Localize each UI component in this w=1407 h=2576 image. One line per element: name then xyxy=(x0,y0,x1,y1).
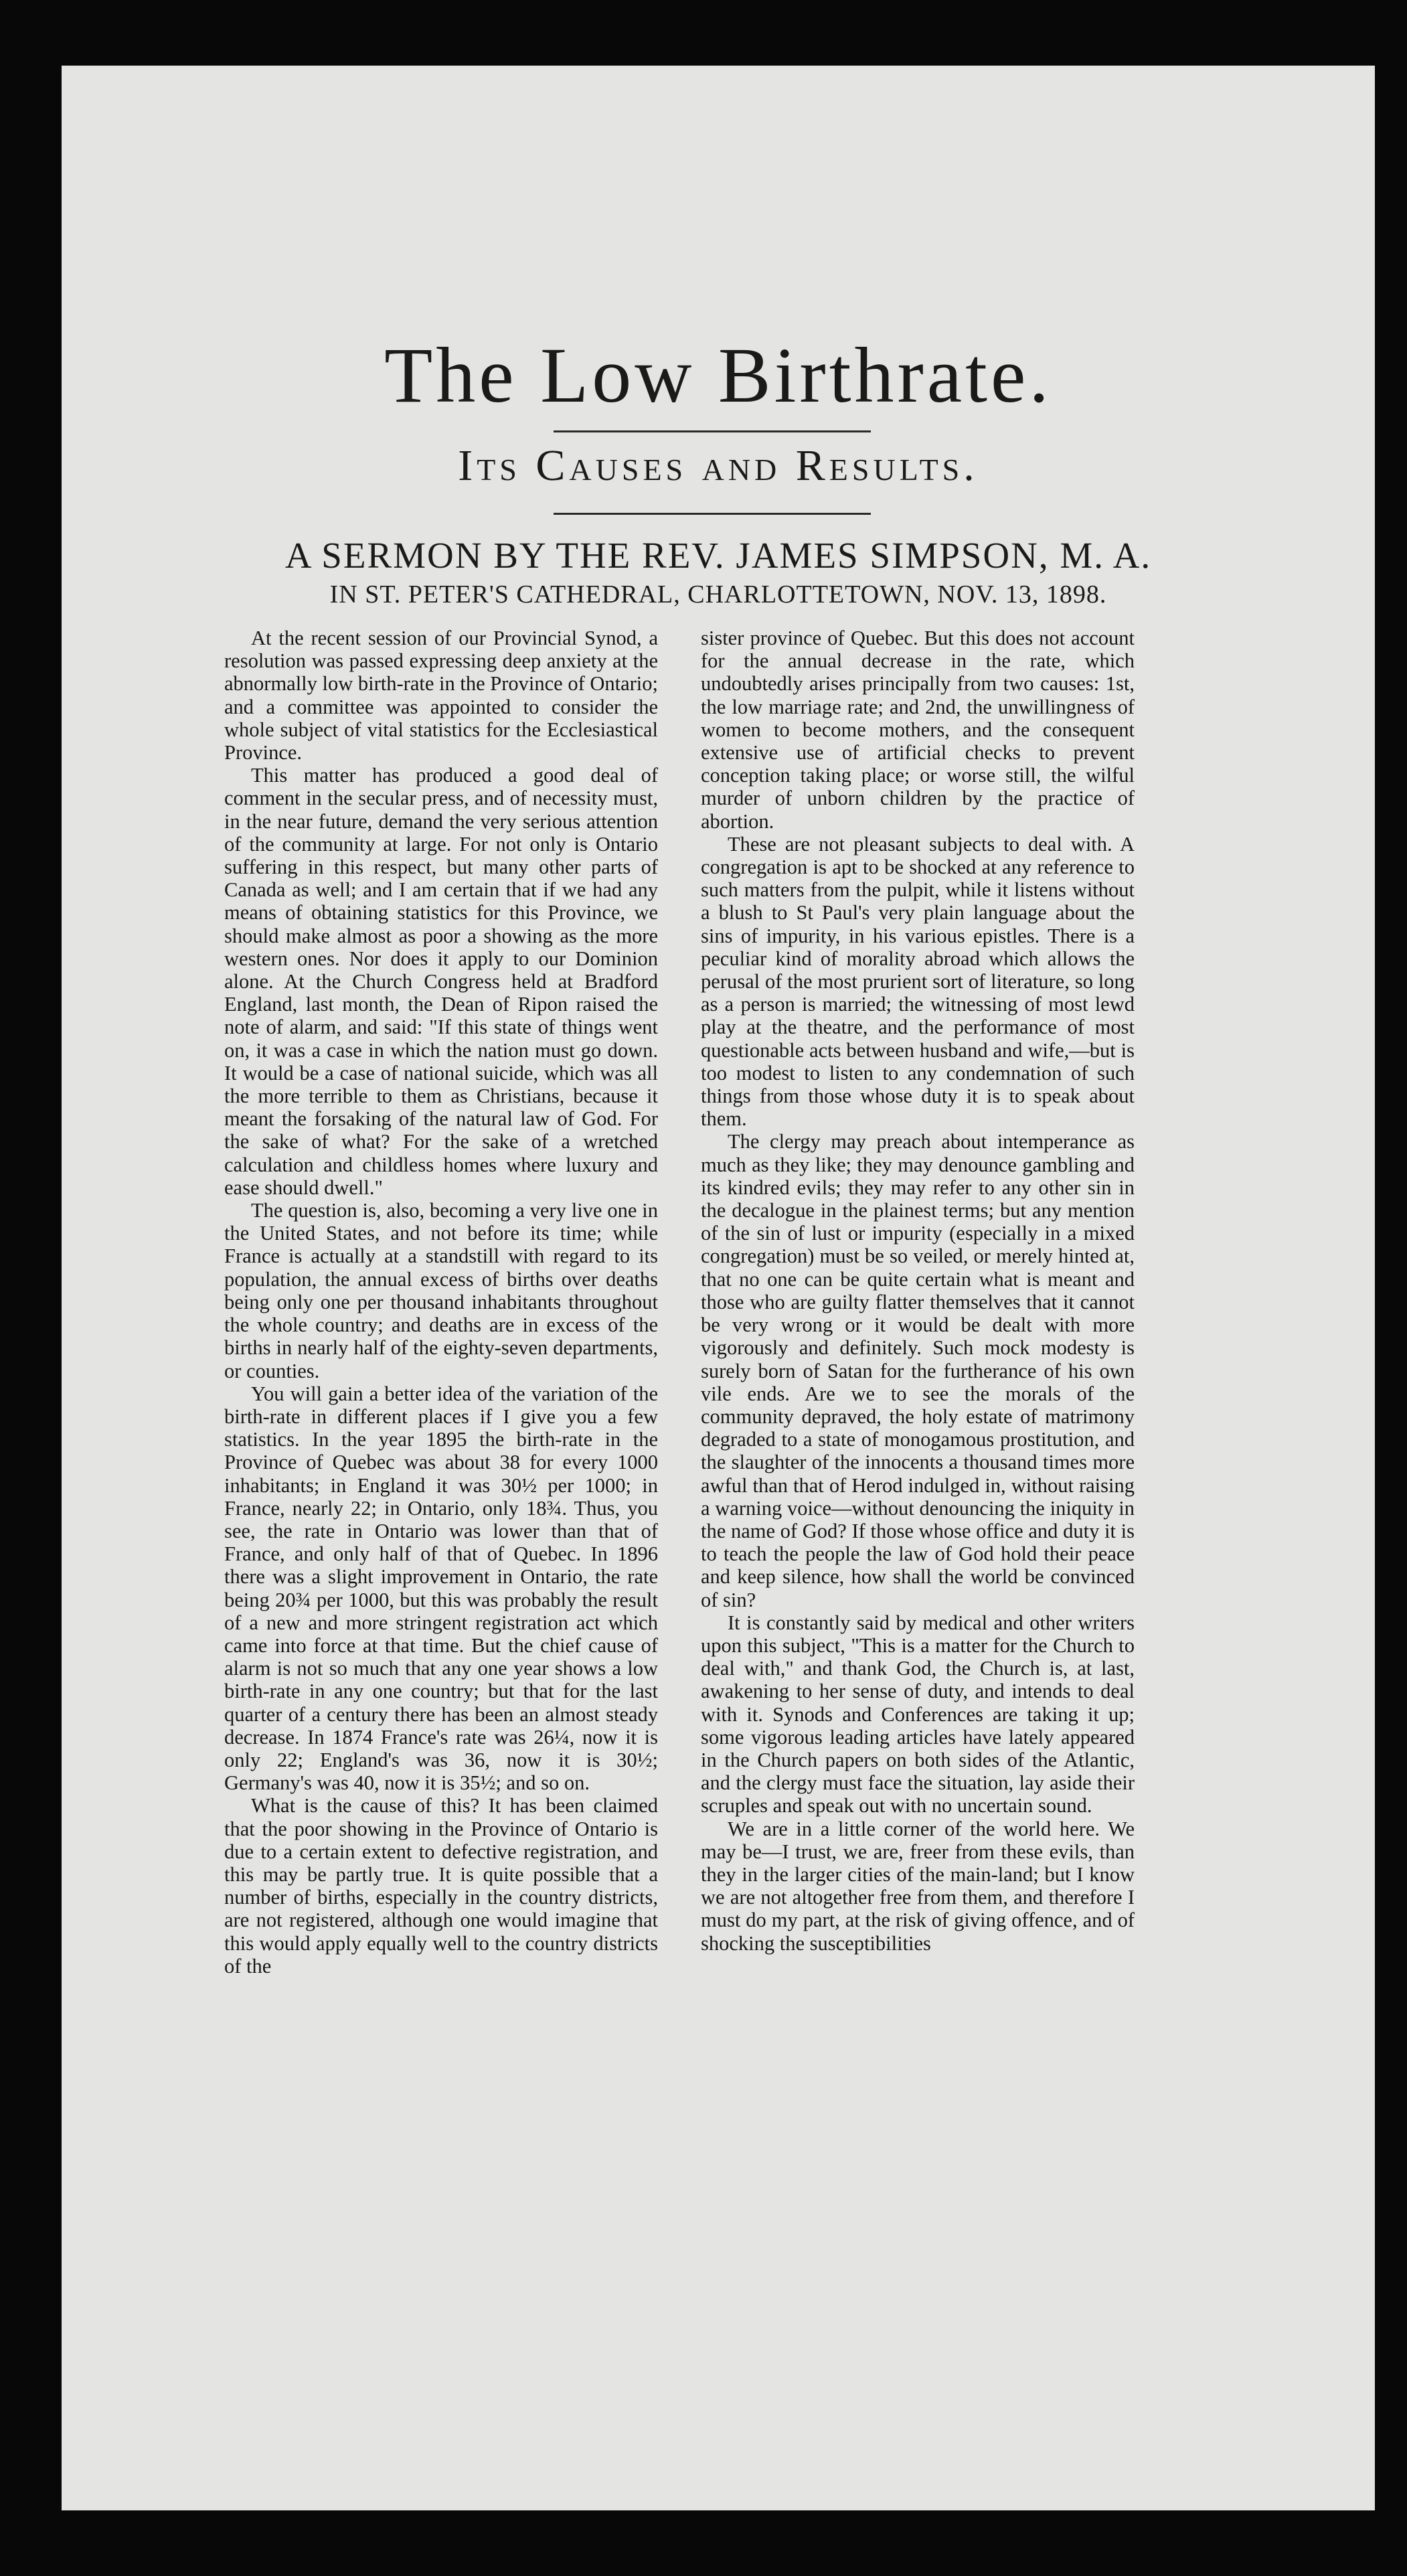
paragraph: You will gain a better idea of the variation of the birth-rate in different places if I give you a few statistics. In the year 1895 the birth-rate in the Province of Quebec was about 38 for every 1000 inhabitants; in England it was 30½ per 1000; in France, nearly 22; in Ontario, only 18¾. Thus, you see, the rate in Ontario was lower than that of France, and only half of that of Quebec. In 1896 there was a slight improvement in Ontario, the rate being 20¾ per 1000, but this was probably the result of a new and more stringent registration act which came into force at that time. But the chief cause of alarm is not so much that any one year shows a low birth-rate in any one country; but that for the last quarter of a century there has been an almost steady decrease. In 1874 France's rate was 26¼, now it is only 22; England's was 36, now it is 30½; Germany's was 40, now it is 35½; and so on. xyxy=(224,1382,658,1795)
paragraph: It is constantly said by medical and other writers upon this subject, "This is a matter for the Church to deal with," and thank God, the Church is, at last, awakening to her sense of duty, and intends to deal with it. Synods and Conferences are taking it up; some vigorous leading articles have lately appeared in the Church papers on both sides of the Atlantic, and the clergy must face the situation, lay aside their scruples and speak out with no uncertain sound. xyxy=(701,1611,1135,1818)
paragraph: sister province of Quebec. But this does not account for the annual decrease in the rate, which undoubtedly arises principally from two causes: 1st, the low marriage rate; and 2nd, the unwillingness of women to become mothers, and the consequent extensive use of artificial checks to prevent conception taking place; or worse still, the wilful murder of unborn children by the practice of abortion. xyxy=(701,627,1135,833)
title-rule-top xyxy=(554,430,871,432)
paragraph: The clergy may preach about intemperance as much as they like; they may denounce gambling and its kindred evils; they may refer to any other sin in the decalogue in the plainest terms; but any mention of the sin of lust or impurity (especially in a mixed congregation) must be so veiled, or merely hinted at, that no one can be quite certain what is meant and those who are guilty flatter themselves that it cannot be very wrong or it would be dealt with more vigorously and definitely. Such mock modesty is surely born of Satan for the furtherance of his own vile ends. Are we to see the morals of the community depraved, the holy estate of matrimony degraded to a state of monogamous prostitution, and the slaughter of the innocents a thousand times more awful than that of Herod indulged in, without raising a warning voice—without denouncing the iniquity in the name of God? If those whose office and duty it is to teach the people the law of God hold their peace and keep silence, how shall the world be convinced of sin? xyxy=(701,1130,1135,1611)
page-title: The Low Birthrate. xyxy=(384,331,1052,419)
paragraph: These are not pleasant subjects to deal with. A congregation is apt to be shocked at any reference to such matters from the pulpit, while it listens without a blush to St Paul's very plain language about the sins of impurity, in his various epistles. There is a peculiar kind of morality abroad which allows the perusal of the most prurient sort of literature, so long as a person is married; the witnessing of most lewd play at the theatre, and the performance of most questionable acts between husband and wife,—but is too modest to listen to any condemnation of such things from those whose duty it is to speak about them. xyxy=(701,832,1135,1131)
paragraph: At the recent session of our Provincial Synod, a resolution was passed expressing deep anxiety at the abnormally low birth-rate in the Province of Ontario; and a committee was appointed to consider the whole subject of vital statistics for the Ecclesiastical Province. xyxy=(224,627,658,764)
sermon-attribution: A SERMON BY THE REV. JAMES SIMPSON, M. A. xyxy=(284,535,1152,576)
printed-page xyxy=(62,66,1375,2510)
title-rule-bottom xyxy=(554,513,871,515)
left-column xyxy=(224,627,658,1978)
subtitle: Its Causes and Results. xyxy=(458,441,979,490)
paragraph: We are in a little corner of the world here. We may be—I trust, we are, freer from these evils, than they in the larger cities of the main-land; but I know we are not altogether free from them, and therefore I must do my part, at the risk of giving offence, and of shocking the susceptibilities xyxy=(701,1817,1135,1955)
right-column xyxy=(701,627,1135,1955)
paragraph: What is the cause of this? It has been claimed that the poor showing in the Province of Ontario is due to a certain extent to defective registration, and this may be partly true. It is quite possible that a number of births, especially in the country districts, are not registered, although one would imagine that this would apply equally well to the country districts of the xyxy=(224,1794,658,1978)
paragraph: The question is, also, becoming a very live one in the United States, and not before its time; while France is actually at a standstill with regard to its population, the annual excess of births over deaths being only one per thousand inhabitants throughout the whole country; and deaths are in excess of the births in nearly half of the eighty-seven departments, or counties. xyxy=(224,1199,658,1382)
paragraph: This matter has produced a good deal of comment in the secular press, and of necessity must, in the near future, demand the very serious attention of the community at large. For not only is Ontario suffering in this respect, but many other parts of Canada as well; and I am certain that if we had any means of obtaining statistics for this Province, we should make almost as poor a showing as the more western ones. Nor does it apply to our Dominion alone. At the Church Congress held at Bradford England, last month, the Dean of Ripon raised the note of alarm, and said: "If this state of things went on, it was a case in which the nation must go down. It would be a case of national suicide, which was all the more terrible to them as Christians, because it meant the forsaking of the natural law of God. For the sake of what? For the sake of a wretched calculation and childless homes where luxury and ease should dwell." xyxy=(224,764,658,1199)
sermon-place-date: IN ST. PETER'S CATHEDRAL, CHARLOTTETOWN, NOV. 13, 1898. xyxy=(329,580,1107,609)
